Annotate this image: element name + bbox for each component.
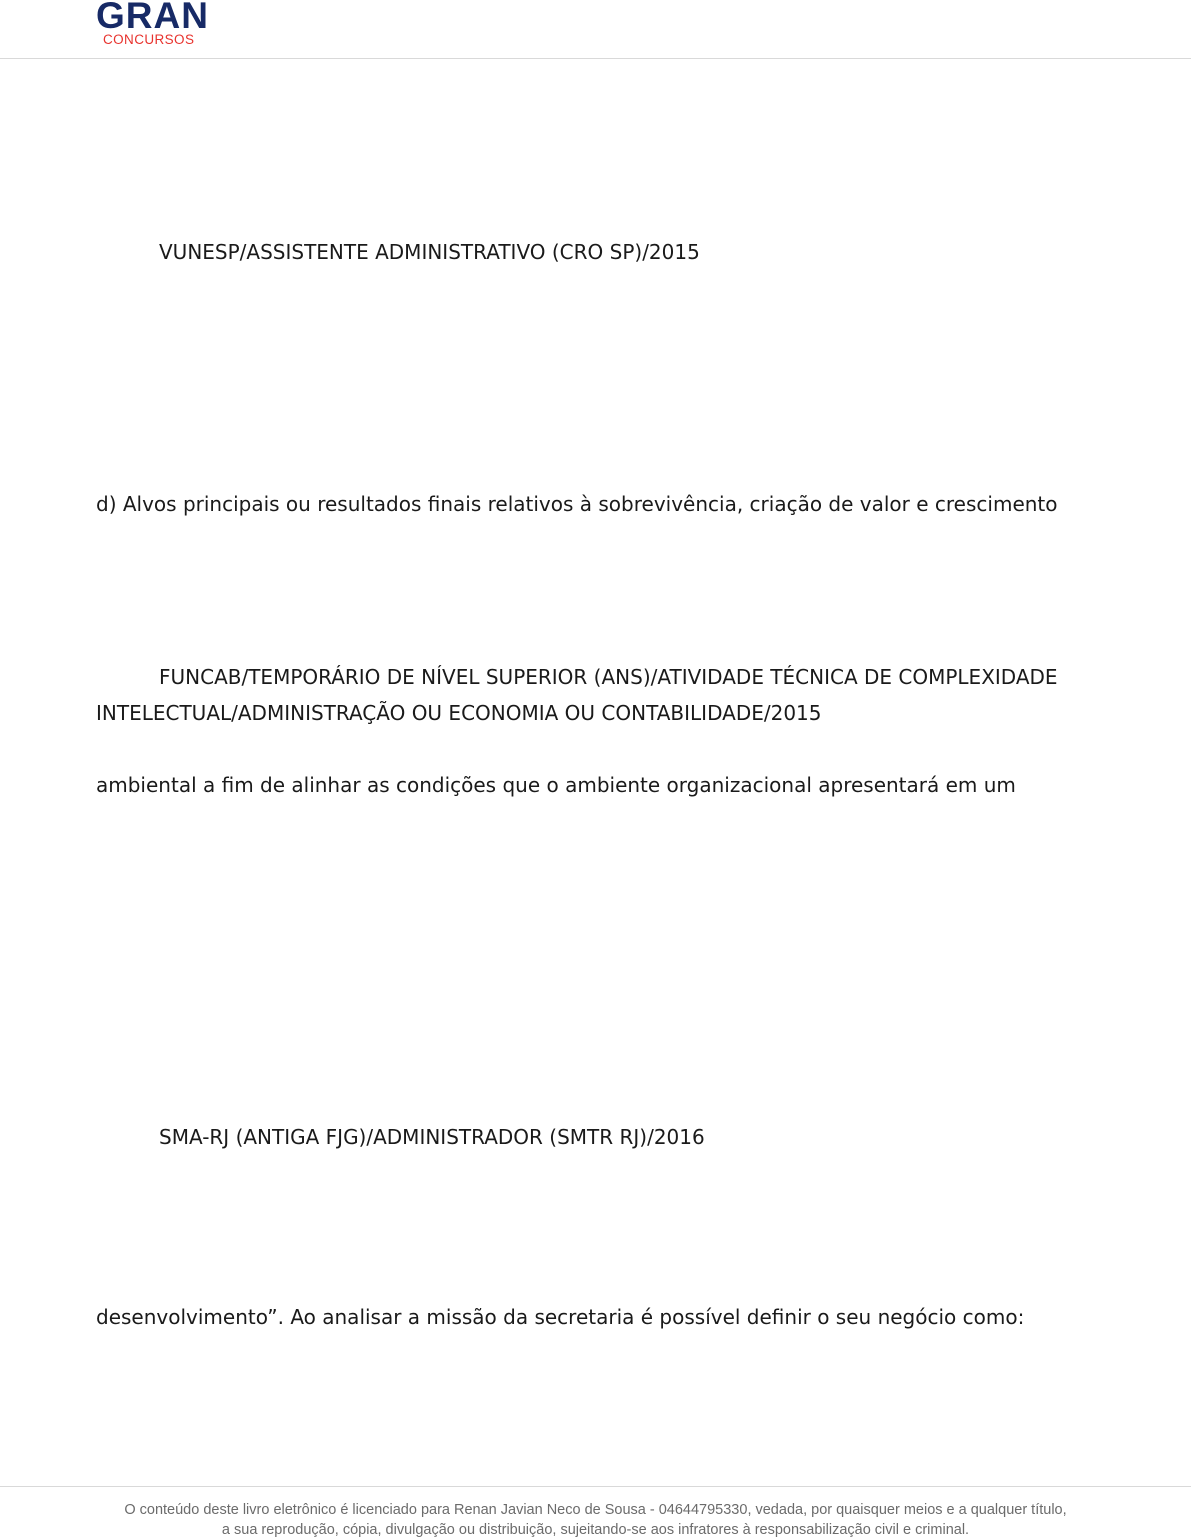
logo-main-text: GRAN [96, 0, 209, 36]
question-text-desenvolvimento: desenvolvimento”. Ao analisar a missão da secretaria é possível definir o seu negócio como: [96, 1305, 1025, 1329]
question-source-funcab-line1: FUNCAB/TEMPORÁRIO DE NÍVEL SUPERIOR (ANS)/ATIVIDADE TÉCNICA DE COMPLEXIDADE [159, 665, 1058, 689]
answer-option-d: d) Alvos principais ou resultados finais relativos à sobrevivência, criação de valor e crescimento [96, 492, 1058, 516]
page-footer [0, 1486, 1191, 1539]
page-header [0, 0, 1191, 59]
license-notice-line2: a sua reprodução, cópia, divulgação ou distribuição, sujeitando-se aos infratores à responsabilização civil e criminal. [221, 1522, 970, 1538]
logo-sub-text: CONCURSOS [103, 32, 195, 47]
question-source-funcab-line2: INTELECTUAL/ADMINISTRAÇÃO OU ECONOMIA OU CONTABILIDADE/2015 [96, 701, 822, 725]
gran-concursos-logo [96, 0, 212, 48]
question-text-ambiental: ambiental a fim de alinhar as condições que o ambiente organizacional apresentará em um [96, 773, 1016, 797]
license-notice-line1: O conteúdo deste livro eletrônico é licenciado para Renan Javian Neco de Sousa - 04644795330, vedada, por quaisquer meios e a qualquer título, [124, 1502, 1067, 1518]
question-source-vunesp: VUNESP/ASSISTENTE ADMINISTRATIVO (CRO SP)/2015 [159, 240, 700, 264]
question-source-sma-rj: SMA-RJ (ANTIGA FJG)/ADMINISTRADOR (SMTR RJ)/2016 [159, 1125, 705, 1149]
